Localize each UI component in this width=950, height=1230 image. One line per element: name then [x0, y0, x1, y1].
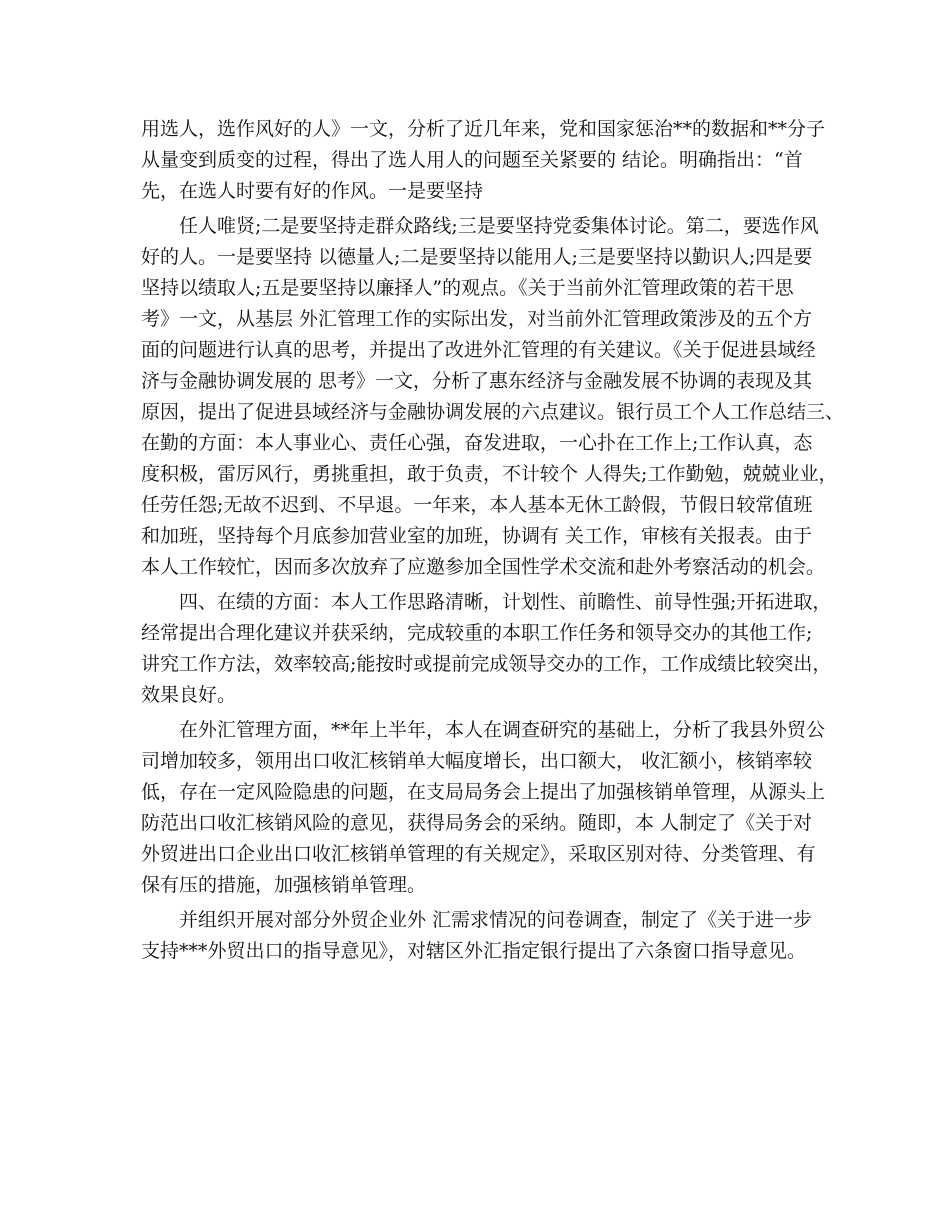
text-line: 外贸进出口企业出口收汇核销单管理的有关规定》，采取区别对待、分类管理、有 — [141, 843, 816, 865]
text-line: 任劳任怨;无故不迟到、不早退。一年来，本人基本无休工龄假，节假日较常值班 — [141, 494, 813, 516]
text-line: 防范出口收汇核销风险的意见，获得局务会的采纳。随即，本 人制定了《关于对 — [141, 812, 813, 834]
text-line: 低，存在一定风险隐患的问题，在支局局务会上提出了加强核销单管理，从源头上 — [141, 781, 826, 803]
paragraph-1 — [141, 114, 826, 207]
text-line: 支持***外贸出口的指导意见》，对辖区外汇指定银行提出了六条窗口指导意见。 — [141, 940, 807, 962]
text-line: 用选人，选作风好的人》一文，分析了近几年来，党和国家惩治**的数据和**分子 — [141, 118, 826, 140]
paragraph-2 — [141, 211, 845, 583]
text-line: 保有压的措施，加强核销单管理。 — [141, 874, 427, 896]
text-line: 经常提出合理化建议并获采纳，完成较重的本职工作任务和领导交办的其他工作; — [141, 622, 813, 644]
text-line: 先，在选人时要有好的作风。一是要坚持 — [141, 180, 484, 202]
text-line: 效果良好。 — [141, 684, 237, 706]
text-line: 面的问题进行认真的思考，并提出了改进外汇管理的有关建议。《关于促进县域经 — [141, 339, 816, 361]
text-line: 度积极，雷厉风行，勇挑重担，敢于负责，不计较个 人得失;工作勤勉，兢兢业业， — [141, 463, 838, 485]
text-line: 四、在绩的方面：本人工作思路清晰，计划性、前瞻性、前导性强;开拓进取， — [179, 591, 832, 613]
paragraph-3 — [141, 587, 832, 711]
paragraph-4 — [141, 715, 826, 901]
text-line: 任人唯贤;二是要坚持走群众路线;三是要坚持党委集体讨论。第二，要选作风 — [179, 215, 819, 237]
text-line: 在外汇管理方面，**年上半年，本人在调查研究的基础上，分析了我县外贸公 — [179, 719, 826, 741]
text-line: 考》一文，从基层 外汇管理工作的实际出发，对当前外汇管理政策涉及的五个方 — [141, 308, 813, 330]
text-line: 和加班，坚持每个月底参加营业室的加班，协调有 关工作，审核有关报表。由于 — [141, 525, 813, 547]
text-line: 在勤的方面：本人事业心、责任心强，奋发进取，一心扑在工作上;工作认真，态 — [141, 432, 813, 454]
text-line: 并组织开展对部分外贸企业外 汇需求情况的问卷调查，制定了《关于进一步 — [179, 909, 813, 931]
text-line: 原因，提出了促进县域经济与金融协调发展的六点建议。银行员工个人工作总结三、 — [141, 401, 845, 423]
text-line: 讲究工作方法，效率较高;能按时或提前完成领导交办的工作，工作成绩比较突出， — [141, 653, 832, 675]
text-line: 好的人。一是要坚持 以德量人;二是要坚持以能用人;三是要坚持以勤识人;四是要 — [141, 246, 813, 268]
text-line: 本人工作较忙，因而多次放弃了应邀参加全国性学术交流和赴外考察活动的机会。 — [141, 556, 826, 578]
text-line: 司增加较多，领用出口收汇核销单大幅度增长，出口额大， 收汇额小，核销率较 — [141, 750, 813, 772]
document-body — [141, 114, 845, 971]
paragraph-5 — [141, 905, 821, 967]
text-line: 坚持以绩取人;五是要坚持以廉择人”的观点。《关于当前外汇管理政策的若干思 — [141, 277, 794, 299]
text-line: 济与金融协调发展的 思考》一文，分析了惠东经济与金融发展不协调的表现及其 — [141, 370, 813, 392]
text-line: 从量变到质变的过程，得出了选人用人的问题至关紧要的 结论。明确指出：“首 — [141, 149, 803, 171]
